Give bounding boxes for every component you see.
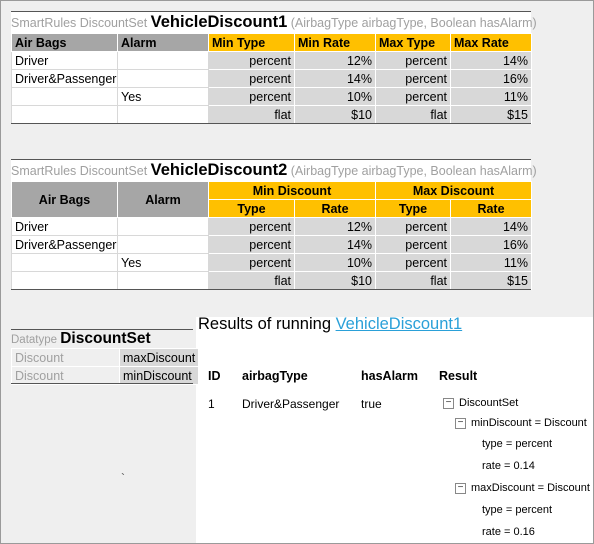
table-cell[interactable]: percent xyxy=(376,88,451,106)
table-row xyxy=(12,367,199,385)
table-cell[interactable]: Driver xyxy=(12,52,118,70)
rule2-name[interactable]: VehicleDiscount2 xyxy=(150,161,288,179)
tree-leaf-max-type xyxy=(482,504,552,516)
table-cell[interactable]: 12% xyxy=(295,52,376,70)
tree-node-min[interactable] xyxy=(455,417,587,429)
tree-leaf-min-type xyxy=(482,438,552,450)
rule1-header-cell[interactable]: Max Rate xyxy=(451,34,532,52)
datatype-keyword: Datatype xyxy=(11,334,61,346)
table-cell[interactable]: $10 xyxy=(295,272,376,290)
rule2-header-row xyxy=(12,182,532,200)
table-row xyxy=(12,52,532,70)
table-cell[interactable]: percent xyxy=(209,70,295,88)
results-header-id: ID xyxy=(208,369,221,383)
rule2-header-cell[interactable]: Max Discount xyxy=(376,182,532,200)
table-cell[interactable] xyxy=(118,70,209,88)
table-cell[interactable]: percent xyxy=(209,52,295,70)
table-cell[interactable] xyxy=(12,272,118,290)
table-cell[interactable]: percent xyxy=(376,218,451,236)
results-rule-link[interactable]: VehicleDiscount1 xyxy=(335,315,463,333)
table-cell[interactable]: flat xyxy=(209,272,295,290)
rule2-subheader-cell[interactable]: Type xyxy=(209,200,295,218)
table-cell[interactable]: percent xyxy=(376,52,451,70)
results-airbag-type: Driver&Passenger xyxy=(242,397,340,411)
table-cell[interactable]: 14% xyxy=(451,52,532,70)
table-cell[interactable]: 10% xyxy=(295,254,376,272)
tree-node-max[interactable] xyxy=(455,482,590,494)
stray-mark: ` xyxy=(121,471,125,485)
tree-label: type = percent xyxy=(482,438,553,450)
tree-label: rate = 0.14 xyxy=(482,460,535,472)
rule1-name[interactable]: VehicleDiscount1 xyxy=(150,13,288,31)
datatype-field-type[interactable]: Discount xyxy=(12,349,120,367)
datatype-table xyxy=(11,348,199,385)
collapse-icon[interactable]: − xyxy=(455,418,466,429)
rule2-title xyxy=(11,159,537,180)
collapse-icon[interactable]: − xyxy=(455,483,466,494)
datatype-field-name[interactable]: minDiscount xyxy=(120,367,199,385)
table-cell[interactable]: percent xyxy=(376,236,451,254)
results-title xyxy=(198,315,462,334)
rule1-header-row xyxy=(12,34,532,52)
table-cell[interactable]: Driver xyxy=(12,218,118,236)
table-row xyxy=(12,254,532,272)
table-cell[interactable]: 10% xyxy=(295,88,376,106)
table-cell[interactable]: flat xyxy=(376,272,451,290)
table-cell[interactable]: $15 xyxy=(451,106,532,124)
table-row xyxy=(12,272,532,290)
rule1-bottom-border xyxy=(11,123,531,124)
tree-label: type = percent xyxy=(482,504,553,516)
table-cell[interactable]: $10 xyxy=(295,106,376,124)
tree-leaf-min-rate xyxy=(482,460,535,472)
table-cell[interactable]: 16% xyxy=(451,236,532,254)
rule2-keyword: SmartRules DiscountSet xyxy=(11,164,151,178)
table-cell[interactable] xyxy=(118,218,209,236)
rule2-table xyxy=(11,181,532,290)
tree-leaf-max-rate xyxy=(482,526,535,538)
tree-label: rate = 0.16 xyxy=(482,526,535,538)
table-cell[interactable]: Driver&Passenger xyxy=(12,70,118,88)
table-cell[interactable]: 11% xyxy=(451,88,532,106)
table-row xyxy=(12,106,532,124)
datatype-field-name[interactable]: maxDiscount xyxy=(120,349,199,367)
datatype-bottom-border xyxy=(11,383,193,384)
table-cell[interactable] xyxy=(118,52,209,70)
table-cell[interactable]: 16% xyxy=(451,70,532,88)
table-cell[interactable]: percent xyxy=(376,70,451,88)
table-row xyxy=(12,349,199,367)
table-cell[interactable]: 14% xyxy=(451,218,532,236)
datatype-title xyxy=(11,329,193,348)
table-row xyxy=(12,88,532,106)
rule2-subheader-cell[interactable]: Rate xyxy=(451,200,532,218)
table-cell[interactable]: 14% xyxy=(295,236,376,254)
rule1-title xyxy=(11,11,537,32)
tree-label: DiscountSet xyxy=(459,397,519,409)
rule2-header-cell[interactable]: Air Bags xyxy=(12,182,118,218)
rule2-bottom-border xyxy=(11,289,531,290)
table-cell[interactable] xyxy=(118,236,209,254)
rule2-header-cell[interactable]: Min Discount xyxy=(209,182,376,200)
rule1-header-cell[interactable]: Alarm xyxy=(118,34,209,52)
collapse-icon[interactable]: − xyxy=(443,398,454,409)
table-cell[interactable]: percent xyxy=(209,88,295,106)
table-row xyxy=(12,218,532,236)
table-cell[interactable] xyxy=(12,106,118,124)
table-cell[interactable]: Driver&Passenger xyxy=(12,236,118,254)
datatype-field-type[interactable]: Discount xyxy=(12,367,120,385)
table-cell[interactable]: percent xyxy=(209,218,295,236)
table-cell[interactable]: percent xyxy=(209,236,295,254)
table-cell[interactable]: 14% xyxy=(295,70,376,88)
rule1-signature: (AirbagType airbagType, Boolean hasAlarm) xyxy=(287,16,537,30)
rule2-signature: (AirbagType airbagType, Boolean hasAlarm) xyxy=(287,164,537,178)
table-cell[interactable] xyxy=(12,88,118,106)
table-cell[interactable] xyxy=(118,272,209,290)
table-cell[interactable]: Yes xyxy=(118,254,209,272)
tree-node-root[interactable] xyxy=(443,397,518,409)
table-cell[interactable]: percent xyxy=(376,254,451,272)
rule1-header-cell[interactable]: Max Type xyxy=(376,34,451,52)
results-header-result: Result xyxy=(439,369,478,383)
results-title-prefix: Results of running xyxy=(198,315,336,333)
table-cell[interactable]: 12% xyxy=(295,218,376,236)
rule1-header-cell[interactable]: Min Rate xyxy=(295,34,376,52)
datatype-name[interactable]: DiscountSet xyxy=(60,330,151,347)
table-cell[interactable]: 11% xyxy=(451,254,532,272)
rule1-keyword: SmartRules DiscountSet xyxy=(11,16,151,30)
results-has-alarm: true xyxy=(361,397,382,411)
rule1-header-cell[interactable]: Min Type xyxy=(209,34,295,52)
table-row xyxy=(12,236,532,254)
results-id: 1 xyxy=(208,397,215,411)
rule2-header-cell[interactable]: Alarm xyxy=(118,182,209,218)
table-cell[interactable]: Yes xyxy=(118,88,209,106)
rule1-header-cell[interactable]: Air Bags xyxy=(12,34,118,52)
tree-label: minDiscount = Discount xyxy=(471,417,587,429)
table-cell[interactable]: percent xyxy=(209,254,295,272)
table-cell[interactable]: $15 xyxy=(451,272,532,290)
rule1-table xyxy=(11,33,532,124)
table-cell[interactable] xyxy=(12,254,118,272)
rule2-subheader-cell[interactable]: Type xyxy=(376,200,451,218)
rule2-subheader-cell[interactable]: Rate xyxy=(295,200,376,218)
results-header-airbag: airbagType xyxy=(242,369,308,383)
table-cell[interactable]: flat xyxy=(209,106,295,124)
table-cell[interactable]: flat xyxy=(376,106,451,124)
table-row xyxy=(12,70,532,88)
tree-label: maxDiscount = Discount xyxy=(471,482,590,494)
results-header-alarm: hasAlarm xyxy=(361,369,418,383)
table-cell[interactable] xyxy=(118,106,209,124)
